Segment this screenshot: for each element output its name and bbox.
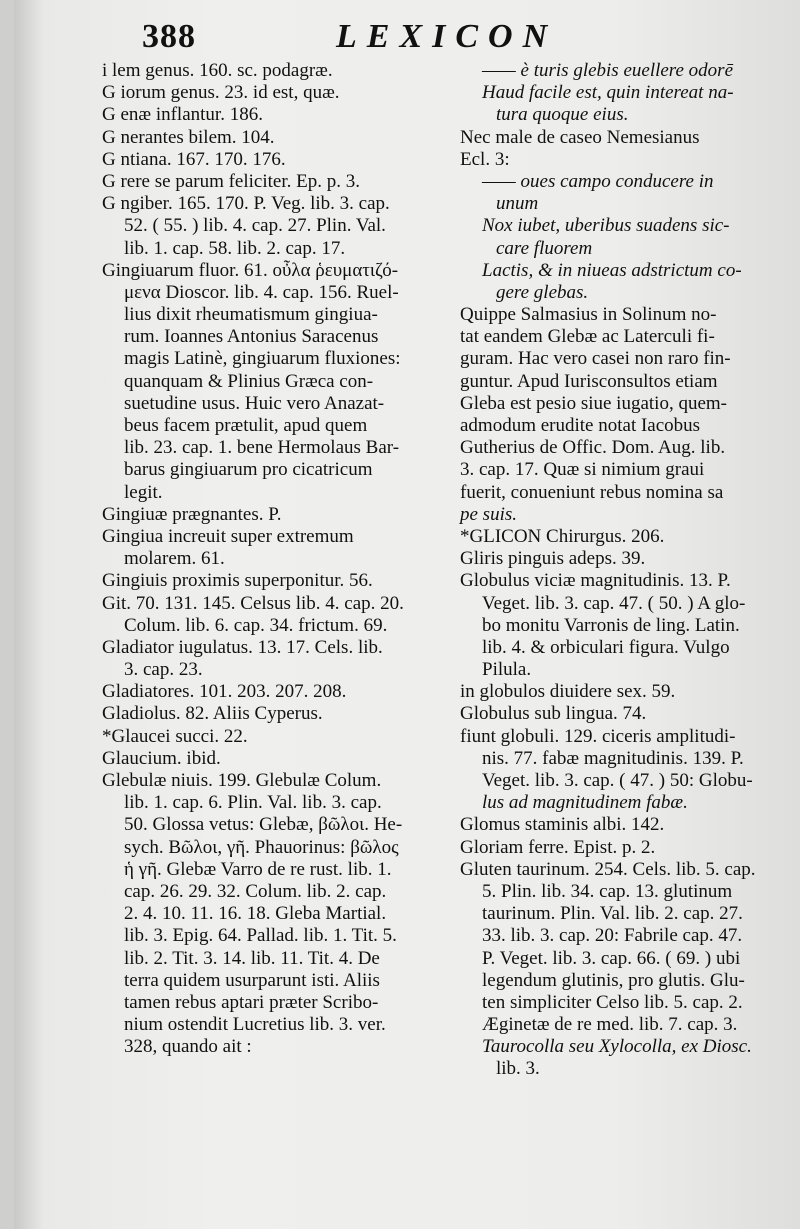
- entry-line: magis Latinè, gingiuarum fluxiones:: [124, 348, 401, 370]
- entry-line: lib. 1. cap. 58. lib. 2. cap. 17.: [124, 237, 346, 259]
- entry-line: fuerit, conueniunt rebus nomina sa: [460, 481, 724, 503]
- entry-line: Glebulæ niuis. 199. Glebulæ Colum.: [102, 770, 382, 791]
- entry-line: molarem. 61.: [124, 548, 225, 570]
- entry-line: nis. 77. fabæ magnitudinis. 139. P.: [482, 747, 744, 769]
- entry-line: G nerantes bilem. 104.: [102, 126, 275, 148]
- entry-line: 5. Plin. lib. 34. cap. 13. glutinum: [482, 880, 733, 902]
- entry-line: Veget. lib. 3. cap. ( 47. ) 50: Globu-: [482, 770, 753, 791]
- entry-line: Quippe Salmasius in Solinum no-: [460, 304, 717, 326]
- entry-line: lib. 23. cap. 1. bene Hermolaus Bar-: [124, 437, 400, 459]
- entry-line: ten simpliciter Celso lib. 5. cap. 2.: [482, 991, 743, 1013]
- entry-line: Glomus staminis albi. 142.: [460, 814, 665, 836]
- page-header: [14, 18, 800, 58]
- left-column: [102, 60, 447, 1058]
- entry-line: Gladiator iugulatus. 13. 17. Cels. lib.: [102, 636, 383, 658]
- entry-line: 52. ( 55. ) lib. 4. cap. 27. Plin. Val.: [124, 215, 386, 237]
- entry-line: Colum. lib. 6. cap. 34. frictum. 69.: [124, 614, 388, 636]
- entry-line: Gloriam ferre. Epist. p. 2.: [460, 836, 656, 858]
- entry-line: 33. lib. 3. cap. 20: Fabrile cap. 47.: [482, 925, 743, 947]
- entry-line: G ngiber. 165. 170. P. Veg. lib. 3. cap.: [102, 193, 390, 215]
- entry-line: Nec male de caseo Nemesianus: [460, 126, 700, 148]
- entry-line: tamen rebus aptari præter Scribo-: [124, 991, 379, 1013]
- entry-line: beus facem prætulit, apud quem: [124, 415, 368, 436]
- entry-line: tat eandem Glebæ ac Laterculi fi-: [460, 326, 715, 348]
- entry-line: pe suis.: [460, 503, 517, 525]
- entry-line: Gingiuarum fluor. 61. οὖλα ῥευματιζό-: [102, 259, 399, 281]
- entry-line: cap. 26. 29. 32. Colum. lib. 2. cap.: [124, 880, 387, 902]
- entry-line: μενα Dioscor. lib. 4. cap. 156. Ruel-: [124, 281, 399, 303]
- entry-line: —— oues campo conducere in: [482, 170, 714, 192]
- entry-line: Globulus viciæ magnitudinis. 13. P.: [460, 570, 731, 592]
- entry-line: unum: [496, 193, 539, 215]
- entry-line: lus ad magnitudinem fabæ.: [482, 792, 688, 814]
- entry-line: Haud facile est, quin intereat na-: [482, 82, 734, 104]
- entry-line: lius dixit rheumatismum gingiua-: [124, 304, 378, 326]
- entry-line: bo monitu Varronis de ling. Latin.: [482, 614, 740, 636]
- entry-line: Ecl. 3:: [460, 148, 510, 170]
- entry-line: legendum glutinis, pro glutis. Glu-: [482, 969, 745, 991]
- running-title: LEXICON: [336, 18, 558, 55]
- entry-line: Lactis, & in niueas adstrictum co-: [482, 259, 742, 281]
- entry-line: quanquam & Plinius Græca con-: [124, 370, 374, 392]
- entry-line: terra quidem usurparunt isti. Aliis: [124, 969, 380, 991]
- entry-line: Gladiatores. 101. 203. 207. 208.: [102, 681, 347, 703]
- entry-line: lib. 2. Tit. 3. 14. lib. 11. Tit. 4. De: [124, 947, 380, 969]
- entry-line: in globulos diuidere sex. 59.: [460, 681, 676, 703]
- entry-line: *GLICON Chirurgus. 206.: [460, 525, 665, 547]
- entry-line: Glaucium. ibid.: [102, 747, 221, 769]
- entry-line: Gluten taurinum. 254. Cels. lib. 5. cap.: [460, 858, 756, 880]
- entry-line: Æginetæ de re med. lib. 7. cap. 3.: [482, 1014, 738, 1036]
- entry-line: *Glaucei succi. 22.: [102, 725, 248, 747]
- entry-line: Globulus sub lingua. 74.: [460, 703, 647, 725]
- entry-line: 3. cap. 17. Quæ si nimium graui: [460, 459, 705, 481]
- entry-line: suetudine usus. Huic vero Anazat-: [124, 392, 385, 414]
- entry-line: 2. 4. 10. 11. 16. 18. Gleba Martial.: [124, 903, 387, 925]
- page-number: 388: [142, 18, 196, 55]
- entry-line: 328, quando ait :: [124, 1036, 252, 1058]
- entry-line: nium ostendit Lucretius lib. 3. ver.: [124, 1014, 386, 1036]
- entry-line: P. Veget. lib. 3. cap. 66. ( 69. ) ubi: [482, 947, 741, 969]
- entry-line: rum. Ioannes Antonius Saracenus: [124, 326, 379, 348]
- entry-line: G iorum genus. 23. id est, quæ.: [102, 82, 340, 104]
- entry-line: Gingiuæ prægnantes. P.: [102, 503, 282, 525]
- entry-line: fiunt globuli. 129. ciceris amplitudi-: [460, 725, 736, 747]
- right-column: [460, 60, 785, 1081]
- entry-line: 50. Glossa vetus: Glebæ, βῶλοι. He-: [124, 814, 403, 836]
- entry-line: care fluorem: [496, 237, 593, 259]
- entry-line: Nox iubet, uberibus suadens sic-: [482, 215, 730, 237]
- entry-line: lib. 3.: [496, 1058, 540, 1080]
- entry-line: Veget. lib. 3. cap. 47. ( 50. ) A glo-: [482, 592, 746, 614]
- entry-line: Gutherius de Offic. Dom. Aug. lib.: [460, 437, 726, 459]
- entry-line: Gliris pinguis adeps. 39.: [460, 548, 646, 570]
- entry-line: Pilula.: [482, 659, 532, 681]
- entry-line: guntur. Apud Iurisconsultos etiam: [460, 370, 718, 392]
- entry-line: lib. 1. cap. 6. Plin. Val. lib. 3. cap.: [124, 792, 382, 814]
- entry-line: taurinum. Plin. Val. lib. 2. cap. 27.: [482, 903, 743, 925]
- entry-line: tura quoque eius.: [496, 104, 629, 126]
- entry-line: admodum erudite notat Iacobus: [460, 415, 701, 436]
- entry-line: ἡ γῆ. Glebæ Varro de re rust. lib. 1.: [124, 858, 392, 880]
- entry-line: barus gingiuarum pro cicatricum: [124, 459, 373, 481]
- entry-line: Gladiolus. 82. Aliis Cyperus.: [102, 703, 323, 725]
- entry-line: G enæ inflantur. 186.: [102, 104, 263, 126]
- entry-line: legit.: [124, 481, 163, 503]
- entry-line: sych. Βῶλοι, γῆ. Phauorinus: βῶλος: [124, 836, 399, 858]
- entry-line: 3. cap. 23.: [124, 659, 203, 681]
- entry-line: lib. 3. Epig. 64. Pallad. lib. 1. Tit. 5.: [124, 925, 397, 947]
- entry-line: Gingiuis proximis superponitur. 56.: [102, 570, 373, 592]
- entry-line: Taurocolla seu Xylocolla, ex Diosc.: [482, 1036, 752, 1058]
- entry-line: G rere se parum feliciter. Ep. p. 3.: [102, 170, 360, 192]
- entry-line: —— è turis glebis euellere odorē: [482, 60, 734, 81]
- entry-line: lib. 4. & orbiculari figura. Vulgo: [482, 636, 730, 658]
- entry-line: guram. Hac vero casei non raro fin-: [460, 348, 731, 370]
- entry-line: Gleba est pesio siue iugatio, quem-: [460, 392, 727, 414]
- entry-line: i lem genus. 160. sc. podagræ.: [102, 60, 333, 81]
- entry-line: Gingiua increuit super extremum: [102, 525, 354, 547]
- entry-line: G ntiana. 167. 170. 176.: [102, 148, 286, 170]
- entry-line: gere glebas.: [496, 281, 589, 303]
- entry-line: Git. 70. 131. 145. Celsus lib. 4. cap. 20.: [102, 592, 404, 614]
- book-page: [14, 0, 800, 1229]
